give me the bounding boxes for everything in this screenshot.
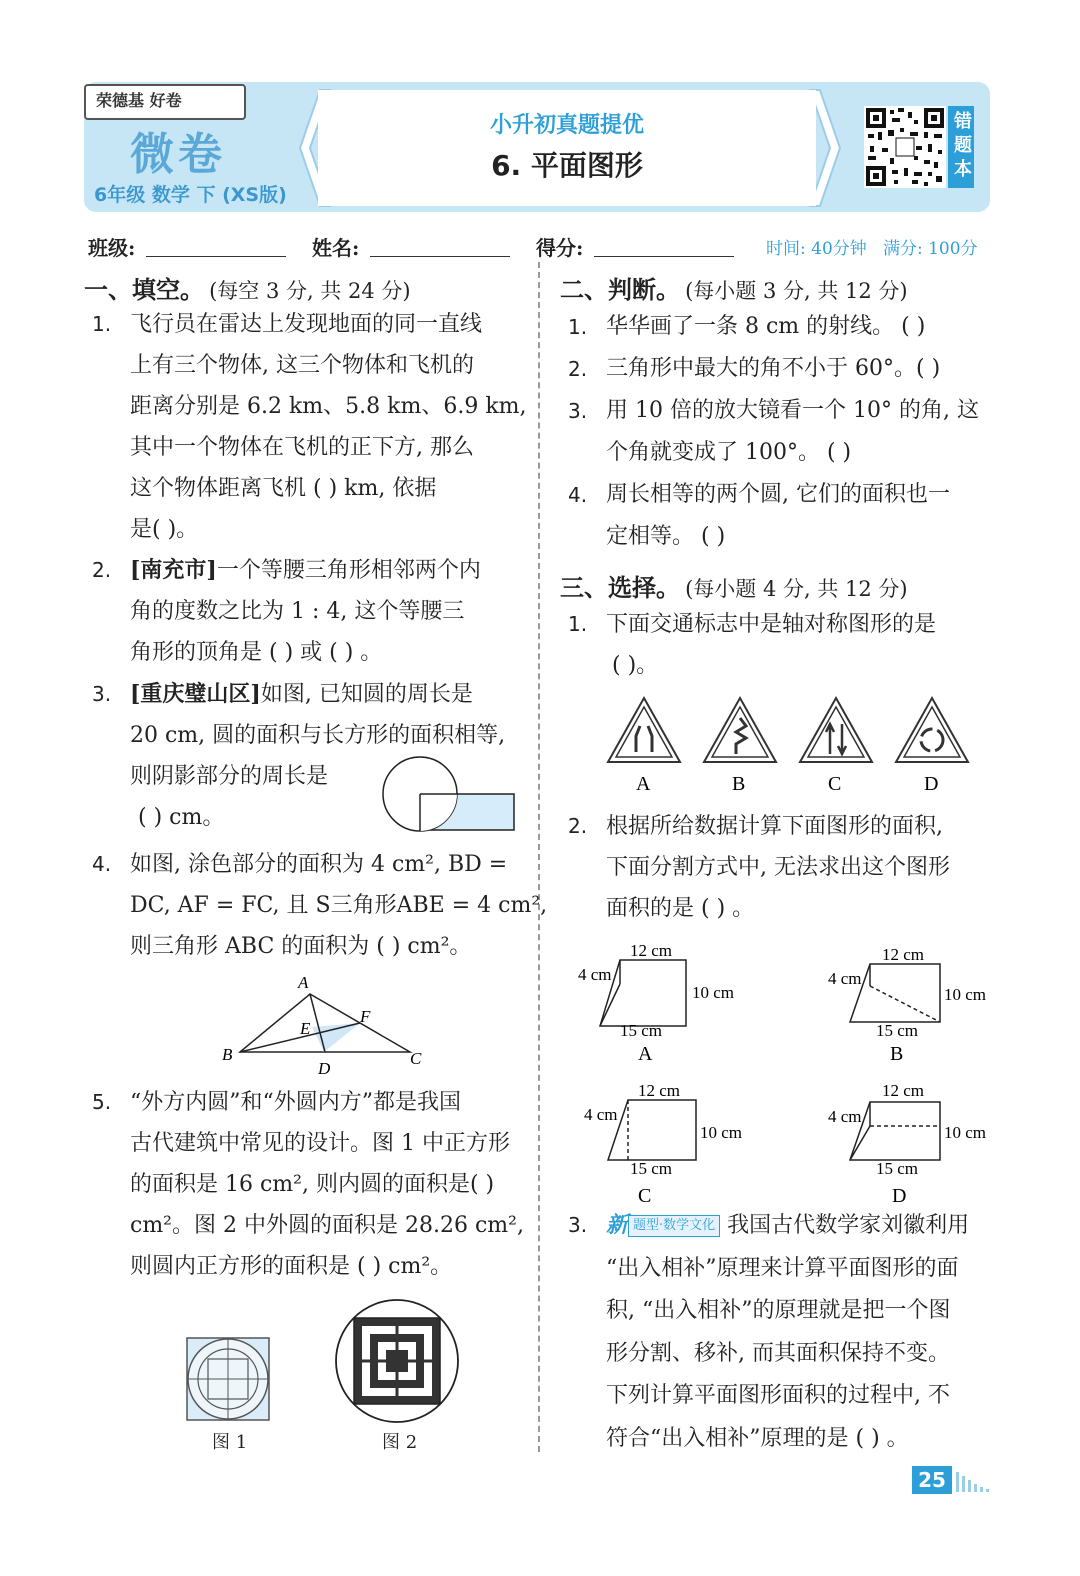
q3-line: ( ) cm。 xyxy=(138,805,225,830)
question-number: 3. xyxy=(568,1213,588,1237)
section1-note: (每空 3 分, 共 24 分) xyxy=(209,279,411,303)
q3-line: 如图, 已知圆的周长是 xyxy=(260,682,473,707)
option-c-label: C xyxy=(828,773,842,795)
q5-line: 的面积是 16 cm², 则内圆的面积是( ) xyxy=(130,1172,495,1197)
option-label: B xyxy=(890,1043,904,1065)
circle-rectangle-figure xyxy=(378,756,518,836)
series-title: 小升初真题提优 xyxy=(489,113,644,138)
section1-title: 一、填空。 xyxy=(84,275,204,304)
label-a: A xyxy=(298,973,309,992)
q1-line: 距离分别是 6.2 km、5.8 km、6.9 km, xyxy=(130,394,527,419)
sign-d[interactable] xyxy=(896,698,968,795)
unit-title: 6. 平面图形 xyxy=(491,149,643,182)
judge-line: 华华画了一条 8 cm 的射线。 ( ) xyxy=(606,314,926,339)
judge-question xyxy=(568,306,998,348)
choice-line: 下面交通标志中是轴对称图形的是 xyxy=(606,612,937,637)
class-input-line[interactable] xyxy=(146,256,286,257)
question-number: 2. xyxy=(568,814,588,838)
trapezoid-a[interactable] xyxy=(578,941,734,1065)
section3-note: (每小题 4 分, 共 12 分) xyxy=(685,577,908,601)
sign-b[interactable] xyxy=(704,698,776,795)
right-length: 10 cm xyxy=(944,1123,987,1142)
question-number: 1. xyxy=(568,612,588,636)
q5-line: cm²。图 2 中外圆的面积是 28.26 cm², xyxy=(130,1213,524,1238)
label-d: D xyxy=(318,1059,331,1078)
traffic-signs xyxy=(604,694,984,796)
q1-line: 飞行员在雷达上发现地面的同一直线 xyxy=(130,312,483,337)
question-number: 4. xyxy=(568,483,588,507)
choice-line: 我国古代数学家刘徽利用 xyxy=(727,1213,970,1238)
top-length: 12 cm xyxy=(630,941,673,960)
score-label: 得分: xyxy=(536,236,584,260)
wrong-question-book-label xyxy=(948,106,974,188)
q2-line: 一个等腰三角形相邻两个内 xyxy=(216,558,481,583)
right-length: 10 cm xyxy=(692,983,735,1002)
right-length: 10 cm xyxy=(700,1123,743,1142)
choice-question-2 xyxy=(568,806,998,929)
option-b-label: B xyxy=(732,773,746,795)
left-length: 4 cm xyxy=(584,1105,618,1124)
q4-line: DC, AF = FC, 且 S三角形ABE = 4 cm², xyxy=(130,893,548,918)
sign-c[interactable] xyxy=(800,698,872,795)
top-length: 12 cm xyxy=(882,945,925,964)
question-number: 5. xyxy=(92,1090,112,1114)
fill-question-4 xyxy=(92,844,548,967)
choice-line: 下面分割方式中, 无法求出这个图形 xyxy=(606,855,950,880)
q5-line: 则圆内正方形的面积是 ( ) cm²。 xyxy=(130,1254,453,1279)
judge-line: 用 10 倍的放大镜看一个 10° 的角, 这 xyxy=(606,398,979,423)
figure-1-square-circle xyxy=(184,1296,274,1426)
time-info xyxy=(766,234,978,259)
score-input-line[interactable] xyxy=(594,256,734,257)
top-length: 12 cm xyxy=(638,1081,681,1100)
page-number: 25 xyxy=(912,1466,952,1494)
question-number: 2. xyxy=(92,558,112,582)
trapezoid-split-figures xyxy=(570,940,1000,1206)
page-number-decoration xyxy=(954,1470,994,1494)
label-c: C xyxy=(410,1049,422,1068)
question-number: 3. xyxy=(568,399,588,423)
option-d-label: D xyxy=(924,773,939,795)
judge-line: 个角就变成了 100°。 ( ) xyxy=(606,440,852,465)
choice-line: 下列计算平面图形面积的过程中, 不 xyxy=(606,1383,950,1408)
right-length: 10 cm xyxy=(944,985,987,1004)
source-tag: [南充市] xyxy=(130,557,217,583)
judge-question xyxy=(568,348,998,390)
option-label: A xyxy=(638,1043,653,1065)
left-length: 4 cm xyxy=(828,969,862,988)
judge-question-list xyxy=(568,306,998,558)
bottom-length: 15 cm xyxy=(876,1159,919,1178)
section2-heading xyxy=(560,270,908,305)
time-limit: 时间: 40分钟 xyxy=(766,239,867,259)
sign-a[interactable] xyxy=(608,698,680,795)
label-b: B xyxy=(222,1045,233,1064)
label-f: F xyxy=(360,1007,371,1026)
q3-line: 20 cm, 圆的面积与长方形的面积相等, xyxy=(130,723,506,748)
triangle-abc-figure xyxy=(214,972,434,1082)
grade-label: 6年级 数学 下 (XS版) xyxy=(94,184,287,206)
option-label: C xyxy=(638,1185,652,1206)
q2-line: 角形的顶角是 ( ) 或 ( ) 。 xyxy=(130,640,383,665)
choice-line: 积, “出入相补”的原理就是把一个图 xyxy=(606,1298,951,1323)
judge-question xyxy=(568,474,998,558)
section1-heading xyxy=(84,270,411,305)
left-length: 4 cm xyxy=(578,965,612,984)
brand-logo: 荣德基 好卷 xyxy=(96,91,182,110)
choice-question-3 xyxy=(568,1204,998,1460)
q4-line: 如图, 涂色部分的面积为 4 cm², BD = xyxy=(130,852,508,877)
option-label: D xyxy=(892,1185,907,1206)
section2-title: 二、判断。 xyxy=(560,275,680,304)
question-number: 1. xyxy=(92,312,112,336)
question-number: 3. xyxy=(92,682,112,706)
trapezoid-d[interactable] xyxy=(828,1081,986,1206)
choice-line: 面积的是 ( ) 。 xyxy=(606,896,755,921)
figure-2-circle-square xyxy=(334,1298,460,1424)
judge-question xyxy=(568,390,998,474)
section2-note: (每小题 3 分, 共 12 分) xyxy=(685,279,908,303)
bottom-length: 15 cm xyxy=(630,1159,673,1178)
name-input-line[interactable] xyxy=(370,256,510,257)
q1-line: 其中一个物体在飞机的正下方, 那么 xyxy=(130,435,474,460)
choice-line: ( )。 xyxy=(612,653,659,678)
judge-line: 三角形中最大的角不小于 60°。( ) xyxy=(606,356,941,381)
new-type-badge: 新 xyxy=(606,1212,629,1238)
trapezoid-b[interactable] xyxy=(828,945,986,1065)
column-divider xyxy=(538,262,540,1452)
choice-line: 符合“出入相补”原理的是 ( ) 。 xyxy=(606,1425,909,1451)
q5-line: 古代建筑中常见的设计。图 1 中正方形 xyxy=(130,1131,510,1156)
qr-label: 错题本 xyxy=(951,111,972,183)
choice-line: “出入相补”原理来计算平面图形的面 xyxy=(606,1255,959,1281)
question-number: 2. xyxy=(568,357,588,381)
fill-question-1 xyxy=(92,304,527,550)
bottom-length: 15 cm xyxy=(876,1021,919,1040)
figure-2-caption: 图 2 xyxy=(382,1432,418,1453)
trapezoid-c[interactable] xyxy=(584,1081,742,1206)
class-label: 班级: xyxy=(88,236,136,260)
culture-tag: 题型·数学文化 xyxy=(628,1215,720,1237)
q3-line: 则阴影部分的周长是 xyxy=(130,764,329,789)
top-length: 12 cm xyxy=(882,1081,925,1100)
option-a-label: A xyxy=(636,773,651,795)
question-number: 1. xyxy=(568,315,588,339)
q4-line: 则三角形 ABC 的面积为 ( ) cm²。 xyxy=(130,934,472,959)
choice-line: 根据所给数据计算下面图形的面积, xyxy=(606,814,943,839)
fill-question-5 xyxy=(92,1082,532,1287)
section3-heading xyxy=(560,568,908,603)
bottom-length: 15 cm xyxy=(620,1021,663,1040)
q1-line: 上有三个物体, 这三个物体和飞机的 xyxy=(130,353,474,378)
q1-line: 是( )。 xyxy=(130,517,199,542)
q1-line: 这个物体距离飞机 ( ) km, 依据 xyxy=(130,476,437,501)
qr-code-icon[interactable] xyxy=(864,106,946,188)
label-e: E xyxy=(300,1019,311,1038)
full-score: 满分: 100分 xyxy=(882,239,978,259)
series-name: 微卷 xyxy=(130,129,226,180)
source-tag: [重庆璧山区] xyxy=(130,681,261,707)
choice-question-1 xyxy=(568,604,998,686)
fill-question-2 xyxy=(92,550,524,673)
judge-line: 定相等。 ( ) xyxy=(606,524,726,549)
q5-line: “外方内圆”和“外圆内方”都是我国 xyxy=(130,1090,461,1115)
figure-1-caption: 图 1 xyxy=(212,1432,248,1453)
left-length: 4 cm xyxy=(828,1107,862,1126)
question-number: 4. xyxy=(92,852,112,876)
section3-title: 三、选择。 xyxy=(560,573,680,602)
judge-line: 周长相等的两个圆, 它们的面积也一 xyxy=(606,482,950,507)
q2-line: 角的度数之比为 1 : 4, 这个等腰三 xyxy=(130,599,465,624)
choice-line: 形分割、移补, 而其面积保持不变。 xyxy=(606,1340,950,1366)
name-label: 姓名: xyxy=(312,236,360,260)
